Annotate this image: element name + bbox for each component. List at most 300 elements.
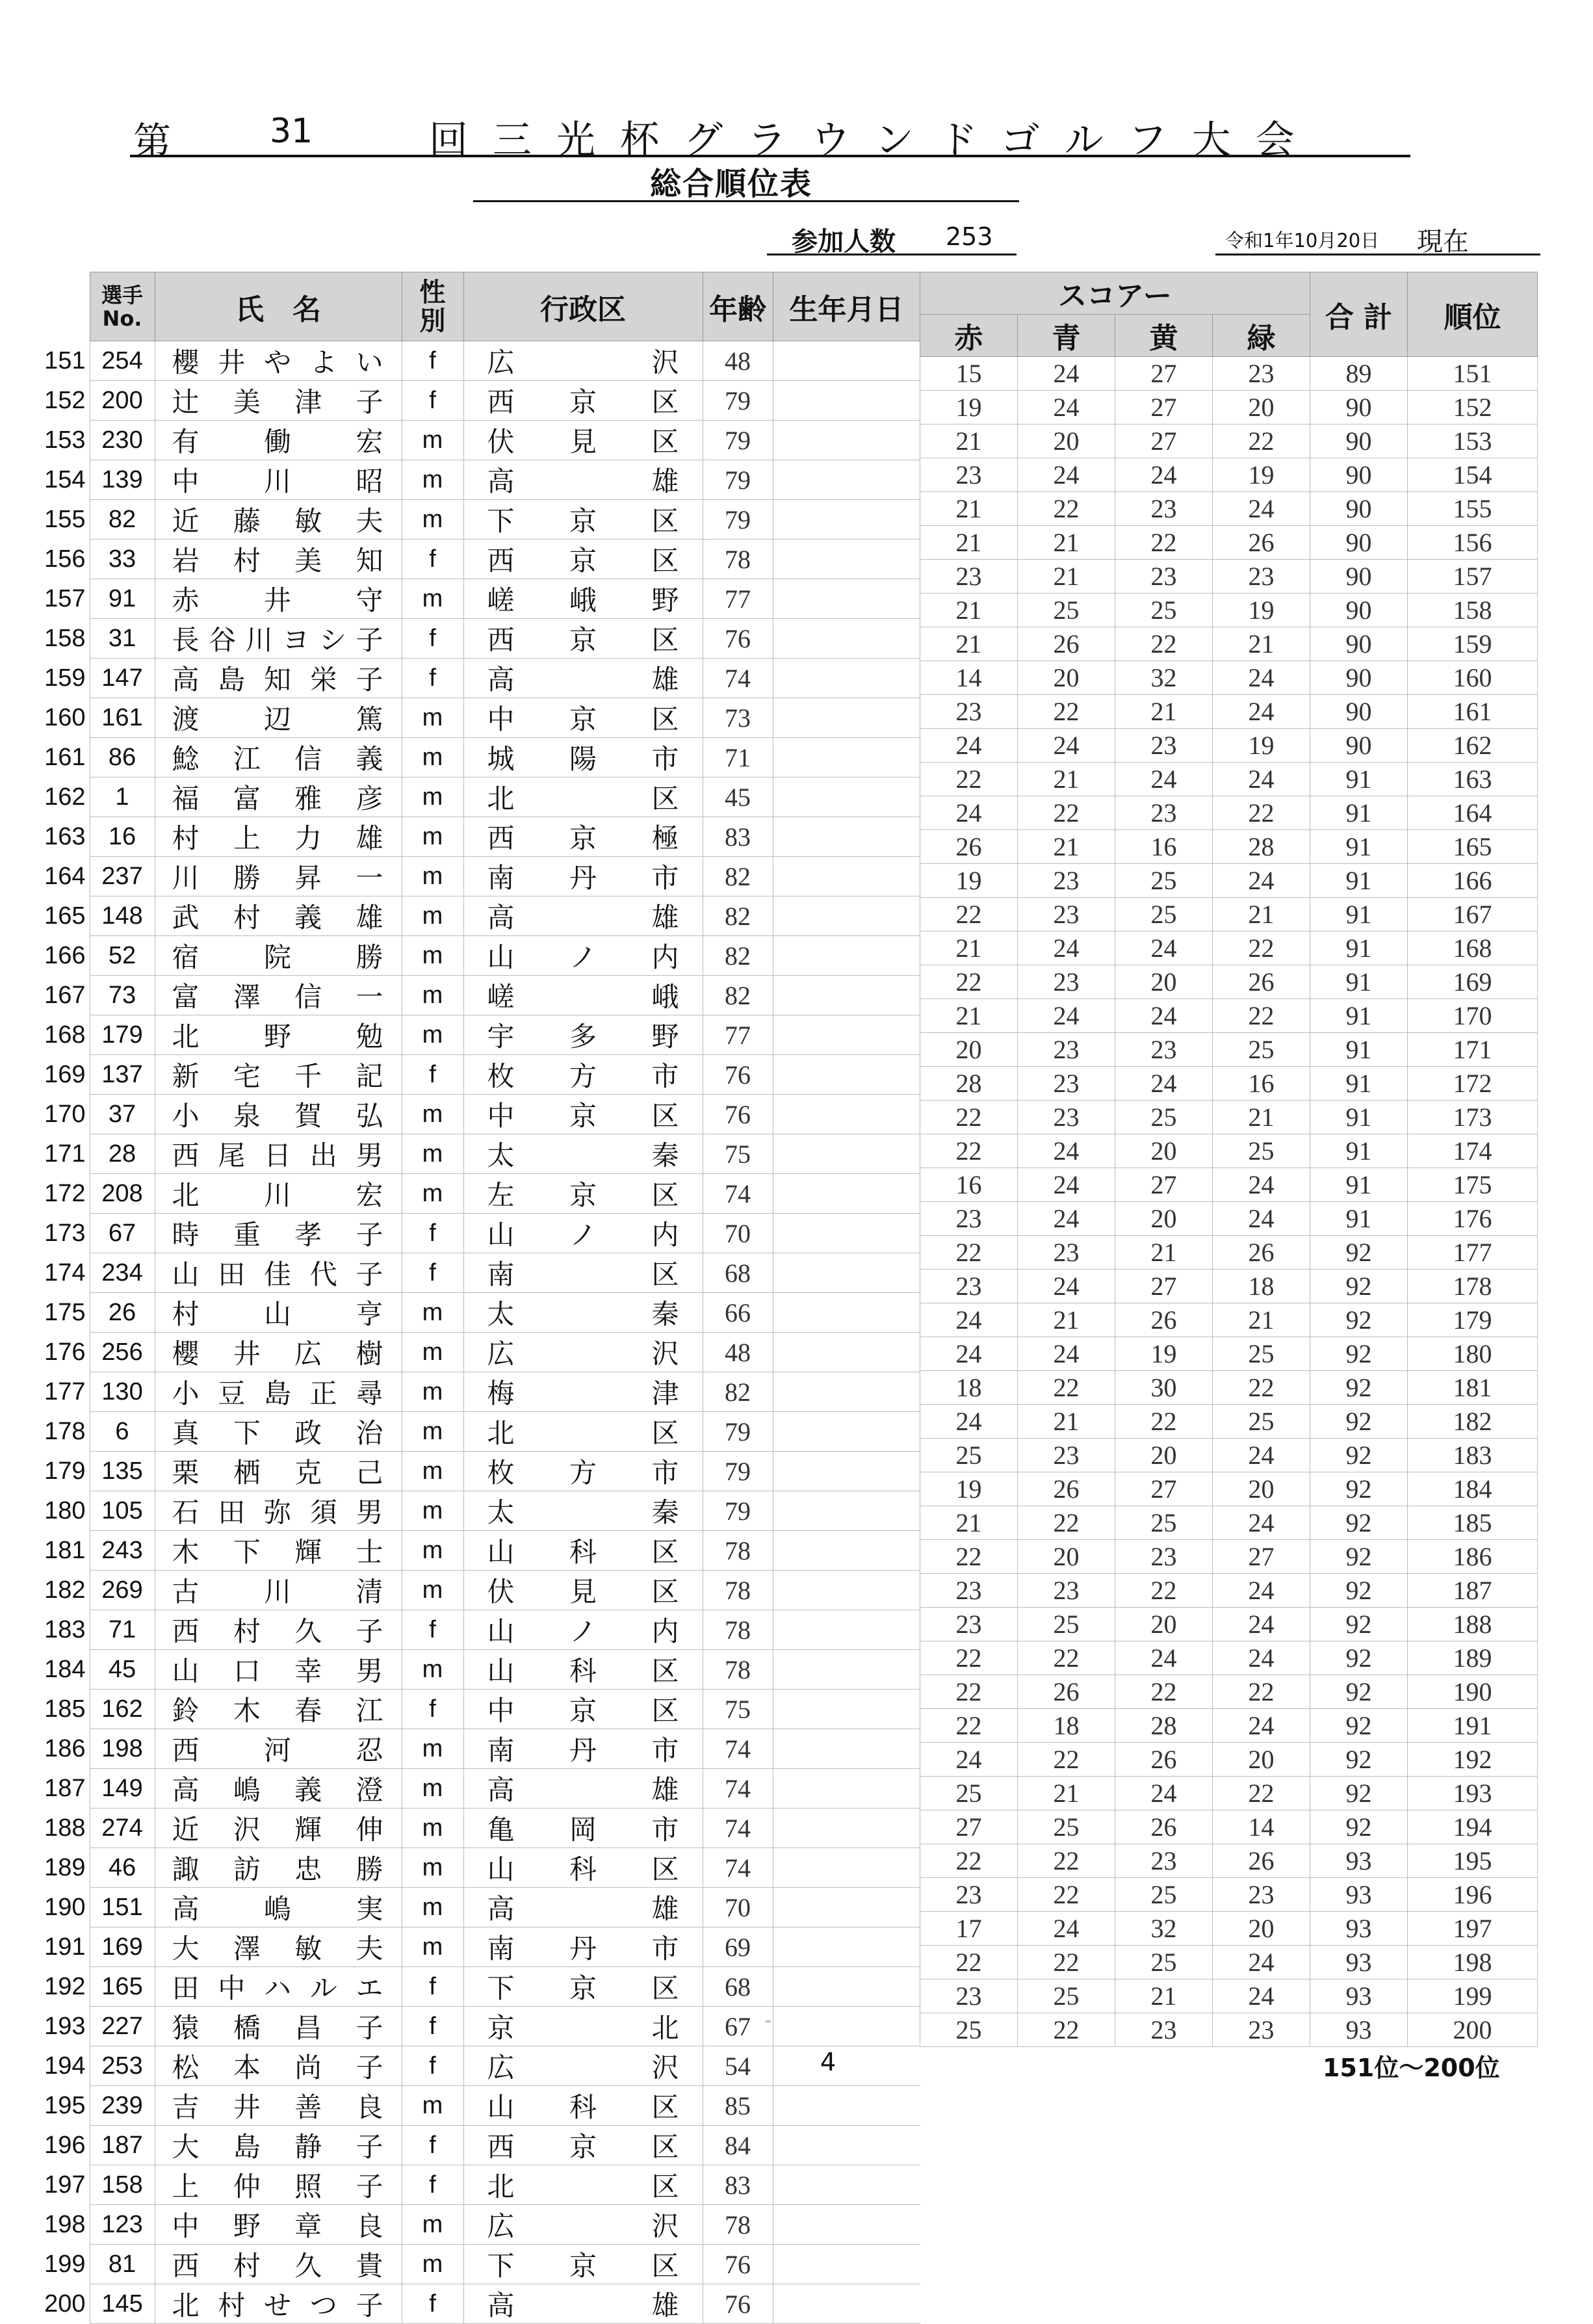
total-cell: 91 (1310, 1168, 1408, 1202)
green-score-cell: 24 (1213, 864, 1310, 898)
birthdate-cell (773, 1293, 920, 1333)
table-row (920, 1236, 1538, 1270)
blue-score-cell: 23 (1018, 1033, 1115, 1067)
total-cell: 91 (1310, 1101, 1408, 1134)
yellow-score-cell: 32 (1115, 661, 1213, 695)
name-cell: 櫻井やよい (155, 341, 402, 381)
yellow-score-cell: 22 (1115, 1405, 1213, 1439)
age-cell: 67 (703, 2007, 773, 2046)
rank-cell: 153 (44, 426, 86, 454)
ward-cell: 北区 (463, 1412, 703, 1452)
sex-cell: f (402, 2007, 463, 2046)
ward-cell: 梅津 (463, 1372, 703, 1412)
table-row (920, 1270, 1538, 1303)
rank-cell: 180 (44, 1496, 86, 1524)
player-no-cell: 147 (90, 659, 155, 698)
blue-score-cell: 22 (1018, 1844, 1115, 1878)
yellow-score-cell: 21 (1115, 695, 1213, 729)
rank-cell: 189 (44, 1853, 86, 1881)
red-score-cell: 15 (920, 357, 1018, 391)
birthdate-cell (773, 1531, 920, 1571)
title-prefix: 第 (133, 119, 172, 163)
table-row (920, 1641, 1538, 1675)
place-cell: 197 (1408, 1912, 1538, 1946)
place-cell: 163 (1408, 763, 1538, 796)
place-cell: 162 (1408, 729, 1538, 763)
red-score-cell: 25 (920, 1777, 1018, 1810)
sex-cell: f (402, 2126, 463, 2165)
rank-cell: 182 (44, 1576, 86, 1604)
sex-cell: f (402, 381, 463, 421)
ward-cell: 山科区 (463, 1650, 703, 1690)
rank-cell: 158 (44, 624, 86, 652)
total-cell: 92 (1310, 1709, 1408, 1743)
player-no-cell: 239 (90, 2086, 155, 2126)
birthdate-cell (773, 1610, 920, 1650)
total-header: 合 計 (1310, 272, 1408, 357)
age-cell: 84 (703, 2126, 773, 2165)
blue-score-cell: 24 (1018, 1337, 1115, 1371)
name-cell: 中野章良 (155, 2205, 402, 2245)
player-no-cell: 254 (90, 341, 155, 381)
sex-cell: m (402, 817, 463, 857)
birthdate-cell (773, 2284, 920, 2324)
name-cell: 上仲照子 (155, 2165, 402, 2205)
ward-cell: 高雄 (463, 2284, 703, 2324)
total-cell: 92 (1310, 1506, 1408, 1540)
yellow-score-cell: 21 (1115, 1236, 1213, 1270)
blue-score-cell: 22 (1018, 1371, 1115, 1405)
table-row (39, 1927, 920, 1967)
name-cell: 武村義雄 (155, 896, 402, 936)
table-row (920, 1946, 1538, 1979)
green-score-cell: 21 (1213, 627, 1310, 661)
place-cell: 157 (1408, 560, 1538, 594)
birthdate-cell (773, 1491, 920, 1531)
table-row (39, 896, 920, 936)
total-cell: 91 (1310, 999, 1408, 1033)
yellow-score-cell: 20 (1115, 1439, 1213, 1472)
player-no-cell: 81 (90, 2245, 155, 2284)
age-cell: 78 (703, 1610, 773, 1650)
rank-cell: 154 (44, 465, 86, 493)
birthdate-cell (773, 579, 920, 619)
age-cell: 48 (703, 1333, 773, 1372)
place-cell: 182 (1408, 1405, 1538, 1439)
birthdate-cell (773, 1452, 920, 1491)
green-score-cell: 23 (1213, 2013, 1310, 2047)
blue-score-cell: 22 (1018, 492, 1115, 526)
red-header: 赤 (920, 315, 1018, 357)
player-no-cell: 139 (90, 460, 155, 500)
green-score-cell: 24 (1213, 1202, 1310, 1236)
green-score-cell: 28 (1213, 830, 1310, 864)
red-score-cell: 22 (920, 1675, 1018, 1709)
table-row (39, 1095, 920, 1134)
age-cell: 79 (703, 500, 773, 540)
red-score-cell: 23 (920, 1979, 1018, 2013)
player-no-cell: 91 (90, 579, 155, 619)
green-score-cell: 25 (1213, 1134, 1310, 1168)
birthdate-cell (773, 1571, 920, 1610)
birthdate-cell (773, 1253, 920, 1293)
red-score-cell: 21 (920, 526, 1018, 560)
place-cell: 181 (1408, 1371, 1538, 1405)
table-row (920, 594, 1538, 627)
total-cell: 91 (1310, 864, 1408, 898)
green-score-cell: 24 (1213, 763, 1310, 796)
red-score-cell: 23 (920, 1878, 1018, 1912)
name-header: 氏 名 (155, 272, 402, 341)
sex-cell: m (402, 1531, 463, 1571)
sex-cell: m (402, 1412, 463, 1452)
red-score-cell: 22 (920, 1641, 1018, 1675)
total-cell: 92 (1310, 1777, 1408, 1810)
name-cell: 小豆島正尋 (155, 1372, 402, 1412)
sex-cell: m (402, 1888, 463, 1927)
sex-cell: m (402, 1293, 463, 1333)
red-score-cell: 23 (920, 695, 1018, 729)
table-row (920, 1168, 1538, 1202)
birthdate-cell (773, 1808, 920, 1848)
total-cell: 91 (1310, 796, 1408, 830)
table-row (920, 1405, 1538, 1439)
name-cell: 北村せつ子 (155, 2284, 402, 2324)
total-cell: 93 (1310, 1946, 1408, 1979)
table-row (920, 864, 1538, 898)
yellow-score-cell: 25 (1115, 1878, 1213, 1912)
sex-cell: m (402, 738, 463, 777)
blue-score-cell: 26 (1018, 1675, 1115, 1709)
sex-cell: m (402, 579, 463, 619)
player-no-cell: 130 (90, 1372, 155, 1412)
place-cell: 184 (1408, 1472, 1538, 1506)
ward-cell: 高雄 (463, 1769, 703, 1808)
blue-score-cell: 22 (1018, 695, 1115, 729)
total-cell: 92 (1310, 1270, 1408, 1303)
birthdate-cell (773, 659, 920, 698)
sex-cell: f (402, 659, 463, 698)
place-cell: 183 (1408, 1439, 1538, 1472)
red-score-cell: 22 (920, 1709, 1018, 1743)
name-cell: 赤井守 (155, 579, 402, 619)
rank-cell: 197 (44, 2171, 86, 2199)
table-row (920, 965, 1538, 999)
rank-cell: 190 (44, 1893, 86, 1921)
name-cell: 石田弥須男 (155, 1491, 402, 1531)
sex-cell: m (402, 857, 463, 896)
birthdate-cell (773, 1927, 920, 1967)
sex-cell: f (402, 1055, 463, 1095)
place-cell: 151 (1408, 357, 1538, 391)
blue-score-cell: 20 (1018, 1540, 1115, 1574)
table-row (920, 2013, 1538, 2047)
total-cell: 92 (1310, 1439, 1408, 1472)
rank-cell: 175 (44, 1298, 86, 1326)
table-row (920, 1033, 1538, 1067)
table-row (39, 1293, 920, 1333)
green-score-cell: 26 (1213, 526, 1310, 560)
player-no-cell: 149 (90, 1769, 155, 1808)
blue-score-cell: 24 (1018, 729, 1115, 763)
yellow-score-cell: 19 (1115, 1337, 1213, 1371)
table-row (920, 932, 1538, 965)
red-score-cell: 19 (920, 1472, 1018, 1506)
ward-cell: 太秦 (463, 1293, 703, 1333)
player-no-cell: 256 (90, 1333, 155, 1372)
table-row (39, 1253, 920, 1293)
red-score-cell: 23 (920, 458, 1018, 492)
red-score-cell: 23 (920, 560, 1018, 594)
name-cell: 新宅千記 (155, 1055, 402, 1095)
total-cell: 93 (1310, 1844, 1408, 1878)
place-cell: 187 (1408, 1574, 1538, 1608)
birthdate-cell (773, 1650, 920, 1690)
rank-cell: 172 (44, 1179, 86, 1207)
rank-cell: 168 (44, 1021, 86, 1049)
total-cell: 93 (1310, 1878, 1408, 1912)
sex-cell: f (402, 1690, 463, 1729)
table-row (39, 1372, 920, 1412)
total-cell: 90 (1310, 526, 1408, 560)
birthdate-cell (773, 1174, 920, 1214)
sex-header (402, 272, 463, 341)
birthdate-cell (773, 817, 920, 857)
place-cell: 178 (1408, 1270, 1538, 1303)
blue-score-cell: 26 (1018, 1472, 1115, 1506)
age-cell: 78 (703, 1650, 773, 1690)
name-cell: 高嶋義澄 (155, 1769, 402, 1808)
ward-cell: 北区 (463, 777, 703, 817)
red-score-cell: 19 (920, 391, 1018, 424)
place-cell: 200 (1408, 2013, 1538, 2047)
table-row (39, 1808, 920, 1848)
rank-cell: 176 (44, 1338, 86, 1366)
green-score-cell: 20 (1213, 1472, 1310, 1506)
table-row (920, 1608, 1538, 1641)
rank-cell: 169 (44, 1060, 86, 1088)
green-score-cell: 19 (1213, 729, 1310, 763)
birthdate-cell (773, 976, 920, 1015)
total-cell: 92 (1310, 1371, 1408, 1405)
player-no-cell: 179 (90, 1015, 155, 1055)
rank-cell: 187 (44, 1774, 86, 1802)
player-no-cell: 86 (90, 738, 155, 777)
table-row (920, 1371, 1538, 1405)
player-no-cell: 165 (90, 1967, 155, 2007)
age-cell: 79 (703, 1412, 773, 1452)
green-score-cell: 24 (1213, 492, 1310, 526)
age-cell: 76 (703, 1095, 773, 1134)
rank-cell: 166 (44, 941, 86, 969)
age-cell: 71 (703, 738, 773, 777)
player-no-cell: 1 (90, 777, 155, 817)
age-cell: 66 (703, 1293, 773, 1333)
ward-cell: 中京区 (463, 698, 703, 738)
table-row (39, 1214, 920, 1253)
table-row (920, 560, 1538, 594)
name-cell: 村山亨 (155, 1293, 402, 1333)
place-cell: 156 (1408, 526, 1538, 560)
table-row (39, 1571, 920, 1610)
green-score-cell: 24 (1213, 1506, 1310, 1540)
rank-cell: 183 (44, 1615, 86, 1643)
age-cell: 74 (703, 1848, 773, 1888)
table-row (920, 898, 1538, 932)
red-score-cell: 21 (920, 492, 1018, 526)
total-cell: 90 (1310, 695, 1408, 729)
sex-cell: m (402, 421, 463, 460)
blue-score-cell: 24 (1018, 391, 1115, 424)
red-score-cell: 27 (920, 1810, 1018, 1844)
sex-cell: f (402, 540, 463, 579)
table-row (39, 619, 920, 659)
player-no-cell: 208 (90, 1174, 155, 1214)
ward-cell: 高雄 (463, 460, 703, 500)
place-cell: 158 (1408, 594, 1538, 627)
age-cell: 79 (703, 381, 773, 421)
table-row (39, 421, 920, 460)
red-score-cell: 19 (920, 864, 1018, 898)
place-cell: 174 (1408, 1134, 1538, 1168)
player-no-cell: 169 (90, 1927, 155, 1967)
ward-cell: 広沢 (463, 1333, 703, 1372)
rank-cell: 194 (44, 2052, 86, 2080)
green-score-cell: 23 (1213, 560, 1310, 594)
place-cell: 153 (1408, 424, 1538, 458)
name-cell: 大澤敏夫 (155, 1927, 402, 1967)
table-row (39, 2046, 920, 2086)
ward-cell: 南丹市 (463, 1729, 703, 1769)
birthdate-cell (773, 381, 920, 421)
place-cell: 191 (1408, 1709, 1538, 1743)
ward-cell: 枚方市 (463, 1055, 703, 1095)
total-cell: 91 (1310, 1067, 1408, 1101)
name-cell: 古川清 (155, 1571, 402, 1610)
red-score-cell: 14 (920, 661, 1018, 695)
tournament-title: 回三光杯グラウンドゴルフ大会 (429, 118, 1319, 163)
place-cell: 185 (1408, 1506, 1538, 1540)
blue-score-cell: 22 (1018, 1641, 1115, 1675)
table-row (39, 777, 920, 817)
age-cell: 76 (703, 2245, 773, 2284)
red-score-cell: 25 (920, 2013, 1018, 2047)
player-no-cell: 148 (90, 896, 155, 936)
name-cell: 西村久子 (155, 1610, 402, 1650)
sex-cell: m (402, 1134, 463, 1174)
blue-score-cell: 18 (1018, 1709, 1115, 1743)
place-cell: 193 (1408, 1777, 1538, 1810)
table-row (39, 1452, 920, 1491)
yellow-score-cell: 20 (1115, 1608, 1213, 1641)
age-cell: 68 (703, 1253, 773, 1293)
green-score-cell: 25 (1213, 1405, 1310, 1439)
no-header-label: No. (102, 306, 142, 331)
name-cell: 吉井善良 (155, 2086, 402, 2126)
yellow-score-cell: 26 (1115, 1810, 1213, 1844)
table-row (39, 1729, 920, 1769)
age-cell: 75 (703, 1134, 773, 1174)
table-row (39, 2284, 920, 2324)
table-row (920, 1810, 1538, 1844)
table-row (920, 1472, 1538, 1506)
participants-count: 253 (946, 222, 993, 251)
table-row (920, 492, 1538, 526)
total-cell: 92 (1310, 1236, 1408, 1270)
place-cell: 199 (1408, 1979, 1538, 2013)
total-cell: 90 (1310, 661, 1408, 695)
place-cell: 177 (1408, 1236, 1538, 1270)
blue-score-cell: 21 (1018, 763, 1115, 796)
rank-cell: 161 (44, 743, 86, 771)
red-score-cell: 17 (920, 1912, 1018, 1946)
sex-header-label-1: 性 (419, 277, 446, 307)
rank-cell: 191 (44, 1933, 86, 1961)
green-score-cell: 20 (1213, 391, 1310, 424)
sex-cell: f (402, 2165, 463, 2205)
place-cell: 165 (1408, 830, 1538, 864)
blue-score-cell: 21 (1018, 526, 1115, 560)
yellow-score-cell: 24 (1115, 1641, 1213, 1675)
table-row (920, 1067, 1538, 1101)
blue-score-cell: 22 (1018, 1743, 1115, 1777)
blue-score-cell: 24 (1018, 1270, 1115, 1303)
birthdate-cell (773, 857, 920, 896)
blue-score-cell: 25 (1018, 1608, 1115, 1641)
yellow-score-cell: 23 (1115, 729, 1213, 763)
table-row (920, 1337, 1538, 1371)
yellow-score-cell: 26 (1115, 1303, 1213, 1337)
red-score-cell: 22 (920, 1540, 1018, 1574)
sex-cell: m (402, 1769, 463, 1808)
yellow-score-cell: 22 (1115, 627, 1213, 661)
place-cell: 168 (1408, 932, 1538, 965)
place-cell: 175 (1408, 1168, 1538, 1202)
ward-cell: 嵯峨野 (463, 579, 703, 619)
name-cell: 西河忍 (155, 1729, 402, 1769)
yellow-score-cell: 20 (1115, 1202, 1213, 1236)
total-cell: 93 (1310, 1979, 1408, 2013)
blue-score-cell: 24 (1018, 357, 1115, 391)
table-row (39, 1967, 920, 2007)
age-cell: 77 (703, 579, 773, 619)
sex-cell: f (402, 1253, 463, 1293)
rank-cell: 164 (44, 862, 86, 890)
yellow-score-cell: 24 (1115, 1067, 1213, 1101)
green-score-cell: 22 (1213, 424, 1310, 458)
place-cell: 188 (1408, 1608, 1538, 1641)
player-no-cell: 137 (90, 1055, 155, 1095)
red-score-cell: 22 (920, 1236, 1018, 1270)
place-cell: 186 (1408, 1540, 1538, 1574)
yellow-score-cell: 25 (1115, 1506, 1213, 1540)
yellow-score-cell: 27 (1115, 1168, 1213, 1202)
as-of-date: 令和1年10月20日 (1225, 229, 1380, 252)
name-cell: 辻美津子 (155, 381, 402, 421)
blue-score-cell: 23 (1018, 1067, 1115, 1101)
place-cell: 154 (1408, 458, 1538, 492)
place-cell: 179 (1408, 1303, 1538, 1337)
ward-cell: 広沢 (463, 341, 703, 381)
total-cell: 93 (1310, 1912, 1408, 1946)
ward-cell: 山ノ内 (463, 936, 703, 976)
table-row (39, 2126, 920, 2165)
place-cell: 195 (1408, 1844, 1538, 1878)
name-cell: 富澤信一 (155, 976, 402, 1015)
total-cell: 92 (1310, 1405, 1408, 1439)
red-score-cell: 24 (920, 729, 1018, 763)
blue-score-cell: 23 (1018, 1236, 1115, 1270)
